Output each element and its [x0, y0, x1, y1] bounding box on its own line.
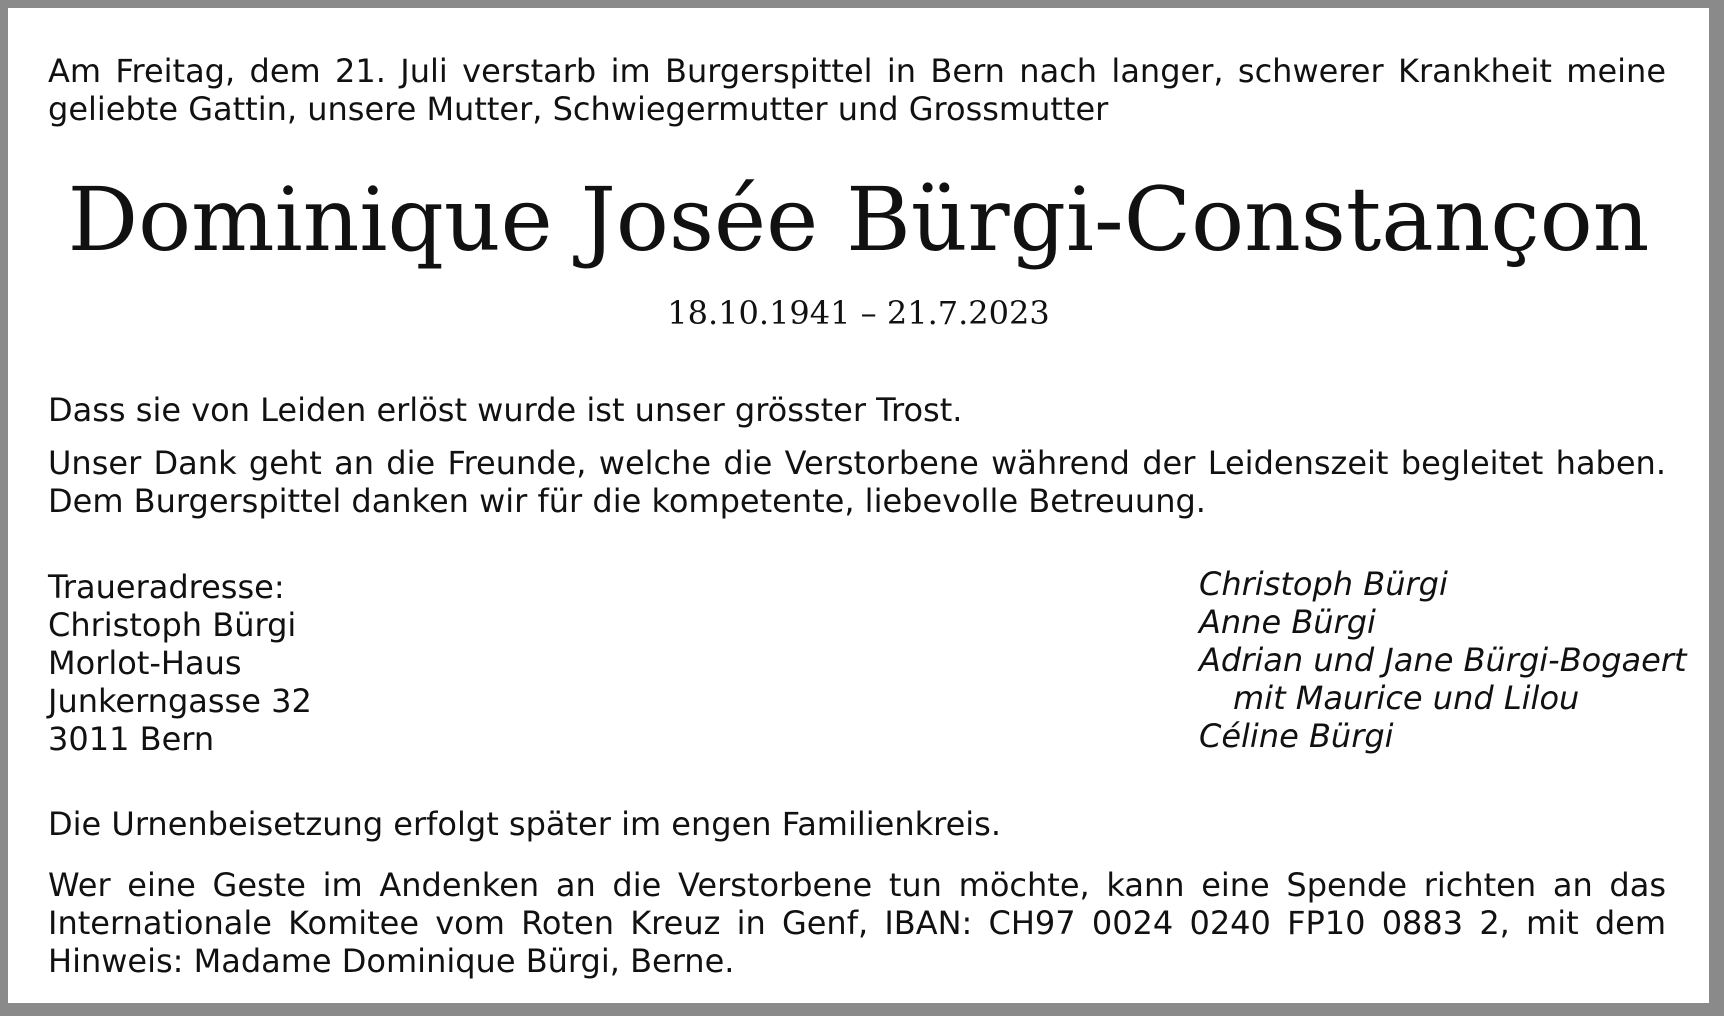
address-label: Traueradresse:	[48, 568, 285, 606]
consolation-text: Dass sie von Leiden erlöst wurde ist unser grösster Trost.	[48, 391, 963, 429]
donation-text: Wer eine Geste im Andenken an die Verstorbene tun möchte, kann eine Spende richten an das Internationale Komitee vom Roten Kreuz in Genf, IBAN: CH97 0024 0240 FP10 0883 2, mit dem Hinweis: Madame Dominique Bürgi, Berne.	[48, 866, 1666, 980]
burial-text: Die Urnenbeisetzung erfolgt später im engen Familienkreis.	[48, 805, 1002, 843]
address-line: Christoph Bürgi	[48, 606, 297, 644]
family-member: Christoph Bürgi	[1199, 565, 1448, 603]
address-line: Junkerngasse 32	[48, 682, 312, 720]
mourning-address	[48, 568, 312, 758]
obituary-notice	[8, 8, 1709, 1003]
family-member: Anne Bürgi	[1199, 603, 1376, 641]
life-dates: 18.10.1941 – 21.7.2023	[667, 294, 1050, 332]
address-line: 3011 Bern	[48, 720, 215, 758]
thanks-text: Unser Dank geht an die Freunde, welche die Verstorbene während der Leidenszeit begleitet haben. Dem Burgerspittel danken wir für die kompetente, liebevolle Betreuung.	[48, 444, 1666, 520]
deceased-name: Dominique Josée Bürgi-Constançon	[67, 168, 1650, 271]
family-member: mit Maurice und Lilou	[1233, 679, 1580, 717]
family-member: Adrian und Jane Bürgi-Bogaert	[1199, 641, 1687, 679]
family-member: Céline Bürgi	[1199, 717, 1394, 755]
address-line: Morlot-Haus	[48, 644, 242, 682]
intro-text: Am Freitag, dem 21. Juli verstarb im Burgerspittel in Bern nach langer, schwerer Krankheit meine geliebte Gattin, unsere Mutter, Schwiegermutter und Grossmutter	[48, 52, 1666, 128]
family-list	[1199, 565, 1687, 755]
